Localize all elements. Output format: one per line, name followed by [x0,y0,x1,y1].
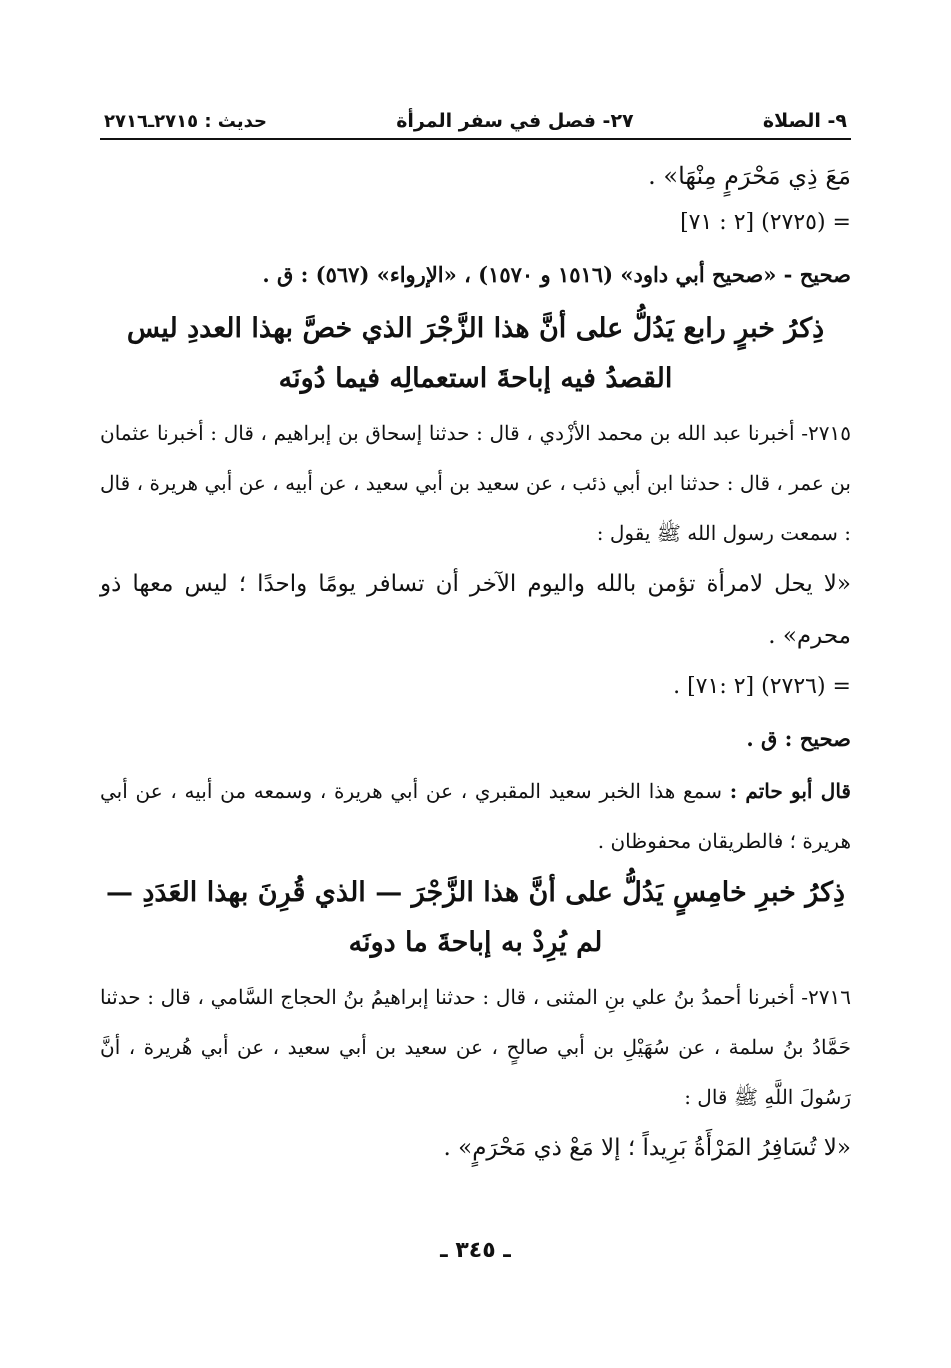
hadith-2715-matn: «لا يحل لامرأة تؤمن بالله واليوم الآخر أن تسافر يومًا واحدًا ؛ ليس معها ذو محرم» . [100,571,851,649]
abu-hatim-comment [100,766,851,866]
header-section: ٢٧- فصل في سفر المرأة [396,110,634,132]
hadith-2715-isnad: ٢٧١٥- أخبرنا عبد الله بن محمد الأزْدي ، قال : حدثنا إسحاق بن إبراهيم ، قال : أخبرنا عثمان بن عمر ، قال : حدثنا ابن أبي ذئب ، عن سعيد بن أبي سعيد ، عن أبيه ، عن أبي هريرة ، قال : سمعت رسول الله ﷺ يقول : [100,421,851,545]
hadith-2716-isnad: ٢٧١٦- أخبرنا أحمدُ بنُ علي بنِ المثنى ، قال : حدثنا إبراهيمُ بنُ الحجاج السَّامي ، قال : حدثنا حَمَّادُ بنُ سلمة ، عن سُهَيْلِ بن أبي صالحٍ ، عن سعيد بن أبي سعيد ، عن أبي هُريرة ، أنَّ رَسُولَ اللَّهِ ﷺ قال : [100,985,851,1109]
page-number: ـ ٣٤٥ ـ [440,1238,511,1263]
abu-hatim-text: سمع هذا الخبر سعيد المقبري ، عن أبي هريرة ، وسمعه من أبيه ، عن أبي هريرة ؛ فالطريقان محفوظان . [100,779,851,853]
grading-note: صحيح - «صحيح أبي داود» (١٥١٦ و ١٥٧٠) ، «الإرواء» (٥٦٧) : ق . [262,262,851,287]
abu-hatim-label: قال أبو حاتم : [729,779,851,803]
header-hadith-range: حديث : ٢٧١٥ـ٢٧١٦ [104,111,267,132]
hadith-2715-grading: صحيح : ق . [746,726,851,751]
cross-reference: = (٢٧٢٥) [٢ : ٧١] [680,210,851,235]
running-header [100,100,851,140]
chapter-heading-5: ذِكرُ خبرِ خامِسٍ يَدُلُّ على أنَّ هذا الزَّجْرَ — الذي قُرِنَ بهذا العَدَدِ — لم يُرِدْ به إباحةَ ما دونَه [105,877,846,958]
header-chapter: ٩- الصلاة [762,110,847,132]
hadith-2715-reference: = (٢٧٢٦) [٢ :٧١] . [673,674,851,699]
chapter-heading-4: ذِكرُ خبرٍ رابع يَدُلُّ على أنَّ هذا الزَّجْرَ الذي خصَّ بهذا العددِ ليس القصدُ فيه إباحةَ استعمالِه فيما دُونَه [126,313,825,394]
hadith-2716-matn: «لا تُسَافِرُ المَرْأَةُ بَرِيداً ؛ إلا مَعْ ذي مَحْرَمٍ» . [443,1135,851,1161]
matn-continuation: مَعَ ذِي مَحْرَمٍ مِنْهَا» . [648,162,851,190]
page-body [100,154,851,1174]
